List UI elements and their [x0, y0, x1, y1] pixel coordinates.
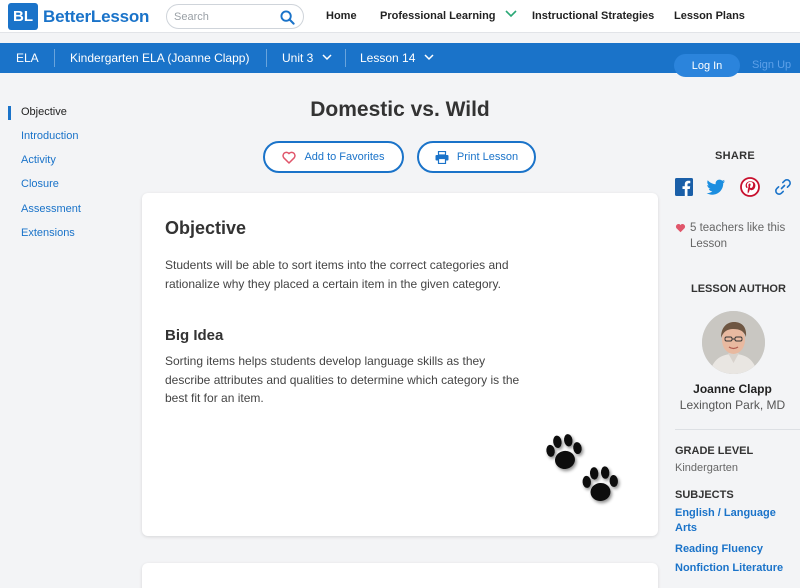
twitter-icon[interactable] — [706, 177, 726, 197]
next-section-card — [142, 563, 658, 588]
print-lesson-button[interactable] — [417, 141, 536, 173]
sidenav-closure[interactable]: Closure — [21, 178, 59, 190]
add-to-favorites-label: Add to Favorites — [304, 151, 385, 163]
subject-link-nonfiction-literature[interactable]: Nonfiction Literature — [675, 562, 784, 574]
sidenav-introduction[interactable]: Introduction — [21, 130, 79, 142]
printer-icon — [435, 151, 449, 164]
objective-card — [142, 193, 658, 536]
breadcrumb-course[interactable]: Kindergarten ELA (Joanne Clapp) — [70, 51, 250, 65]
author-photo — [702, 311, 765, 374]
paw-prints-image — [540, 429, 626, 511]
active-section-marker — [8, 106, 11, 120]
author-avatar[interactable] — [702, 311, 765, 374]
nav-instructional-strategies[interactable]: Instructional Strategies — [532, 10, 655, 22]
breadcrumb-divider — [266, 49, 267, 67]
facebook-icon[interactable] — [674, 177, 694, 197]
sidenav-assessment[interactable]: Assessment — [21, 203, 81, 215]
print-lesson-label: Print Lesson — [456, 151, 519, 163]
link-icon[interactable] — [773, 177, 793, 197]
signup-link[interactable]: Sign Up — [752, 59, 792, 71]
sidenav-activity[interactable]: Activity — [21, 154, 56, 166]
sidenav-objective[interactable]: Objective — [21, 106, 67, 118]
breadcrumb-divider — [54, 49, 55, 67]
breadcrumb-unit-label: Unit 3 — [282, 51, 314, 65]
logo-badge: BL — [8, 3, 38, 30]
author-name[interactable]: Joanne Clapp — [693, 382, 772, 396]
sidenav-extensions[interactable]: Extensions — [21, 227, 75, 239]
logo-text: BetterLesson — [43, 6, 150, 26]
nav-professional-learning[interactable] — [380, 10, 517, 22]
nav-lesson-plans[interactable]: Lesson Plans — [674, 10, 745, 22]
objective-heading: Objective — [165, 218, 247, 238]
breadcrumb-unit[interactable] — [282, 51, 332, 65]
likes-count — [675, 220, 795, 252]
search-box — [166, 4, 304, 29]
grade-level-label: GRADE LEVEL — [675, 445, 754, 457]
breadcrumb-lesson[interactable] — [360, 51, 434, 65]
chevron-down-icon — [424, 54, 434, 61]
section-divider — [675, 429, 800, 430]
author-location: Lexington Park, MD — [679, 398, 786, 412]
login-button[interactable]: Log In — [674, 54, 740, 77]
likes-text: 5 teachers like this Lesson — [690, 222, 786, 250]
big-idea-heading: Big Idea — [165, 327, 224, 344]
heart-icon — [282, 151, 296, 164]
objective-text: Students will be able to sort items into the correct categories and rationalize why they placed a certain item in the given category. — [165, 258, 509, 291]
search-input[interactable] — [174, 8, 274, 25]
top-navigation — [0, 0, 800, 33]
nav-professional-learning-label: Professional Learning — [380, 10, 496, 22]
heart-icon — [675, 223, 686, 233]
breadcrumb-lesson-label: Lesson 14 — [360, 51, 416, 65]
add-to-favorites-button[interactable] — [263, 141, 404, 173]
subjects-label: SUBJECTS — [675, 489, 734, 501]
betterlesson-logo[interactable] — [8, 3, 149, 30]
subject-link-english-language-arts[interactable]: English / Language Arts — [675, 507, 776, 534]
search-icon[interactable] — [280, 10, 295, 25]
big-idea-text: Sorting items helps students develop language skills as they describe attributes and qualities to determine which category is the best fit for an item. — [165, 354, 520, 405]
breadcrumb-subject[interactable]: ELA — [16, 51, 39, 65]
nav-home[interactable]: Home — [326, 10, 357, 22]
pinterest-icon[interactable] — [740, 177, 760, 197]
breadcrumb-divider — [345, 49, 346, 67]
lesson-author-label: LESSON AUTHOR — [691, 283, 786, 295]
chevron-down-icon — [505, 10, 517, 18]
share-label: SHARE — [715, 150, 756, 162]
chevron-down-icon — [322, 54, 332, 61]
grade-level-value: Kindergarten — [675, 462, 738, 474]
page-title: Domestic vs. Wild — [310, 98, 490, 121]
subject-link-reading-fluency[interactable]: Reading Fluency — [675, 543, 764, 555]
